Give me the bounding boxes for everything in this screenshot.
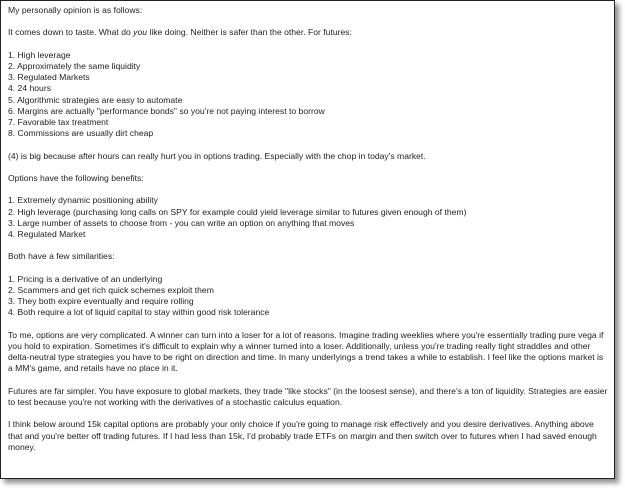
taste-emphasis: you: [133, 27, 148, 38]
taste-paragraph: [8, 27, 608, 38]
simpler-paragraph: Futures are far simpler. You have exposure to global markets, they trade "like stocks" (in the loosest sense), and there's a ton of liquidity. Strategies are easier to test because you're not working with the derivatives of a stochastic calculus equation.: [8, 385, 610, 407]
taste-text-start: It comes down to taste. What do: [8, 27, 134, 38]
futures-list: [8, 50, 608, 140]
list-item: 1. Pricing is a derivative of an underlying: [8, 273, 163, 284]
list-item: 3. They both expire eventually and require rolling: [8, 296, 194, 307]
after-hours-text: (4) is big because after hours can really hurt you in options trading. Especially with the chop in today's market.: [8, 150, 426, 161]
similarities-intro-text: Both have a few similarities:: [8, 251, 115, 262]
list-item: 3. Large number of assets to choose from - you can write an option on anything that moves: [8, 217, 355, 228]
post-body: [1, 1, 614, 453]
list-item: 2. Approximately the same liquidity: [8, 60, 141, 71]
list-item: 1. Extremely dynamic positioning ability: [8, 195, 158, 206]
options-list: [8, 195, 608, 240]
options-intro-text: Options have the following benefits:: [8, 172, 144, 183]
list-item: 4. 24 hours: [8, 83, 51, 94]
list-item: 1. High leverage: [8, 49, 71, 60]
list-item: 6. Margins are actually "performance bonds" so you're not paying interest to borrow: [8, 105, 325, 116]
list-item: 7. Favorable tax treatment: [8, 117, 109, 127]
list-item: 2. Scammers and get rich quick schemes exploit them: [8, 284, 214, 295]
capital-paragraph: I think below around 15k capital options are probably your only choice if you're going to manage risk effectively and you desire derivatives. Anything above that and you're better off trading futures. If I had less than 15k, I'd probably trade ETFs on margin and then switch over to futures when I had saved enough money.: [8, 419, 600, 452]
similarities-list: [8, 274, 608, 319]
intro-text: My personally opinion is as follows:: [8, 5, 143, 15]
list-item: 8. Commissions are usually dirt cheap: [8, 128, 154, 139]
complicated-paragraph: To me, options are very complicated. A winner can turn into a loser for a lot of reasons. Imagine trading weeklies where you're essentially trading pure vega if you hold to expiration. Sometimes it's difficult to explain why a winner turned into a loser. Additionally, unless you're trading really tight straddles and other delta-neutral type strategies you have to be right on direction and time. In many underlyings a trend takes a while to establish. I feel like the options market is a MM's game, and retails have no place in it.: [8, 329, 606, 374]
list-item: 4. Both require a lot of liquid capital to stay within good risk tolerance: [8, 307, 270, 318]
list-item: 2. High leverage (purchasing long calls on SPY for example could yield leverage similar to futures given enough of them): [8, 206, 467, 217]
list-item: 4. Regulated Market: [8, 228, 86, 239]
list-item: 3. Regulated Markets: [8, 72, 90, 83]
list-item: 5. Algorithmic strategies are easy to automate: [8, 94, 183, 105]
taste-text-end: like doing. Neither is safer than the other. For futures:: [147, 27, 352, 38]
